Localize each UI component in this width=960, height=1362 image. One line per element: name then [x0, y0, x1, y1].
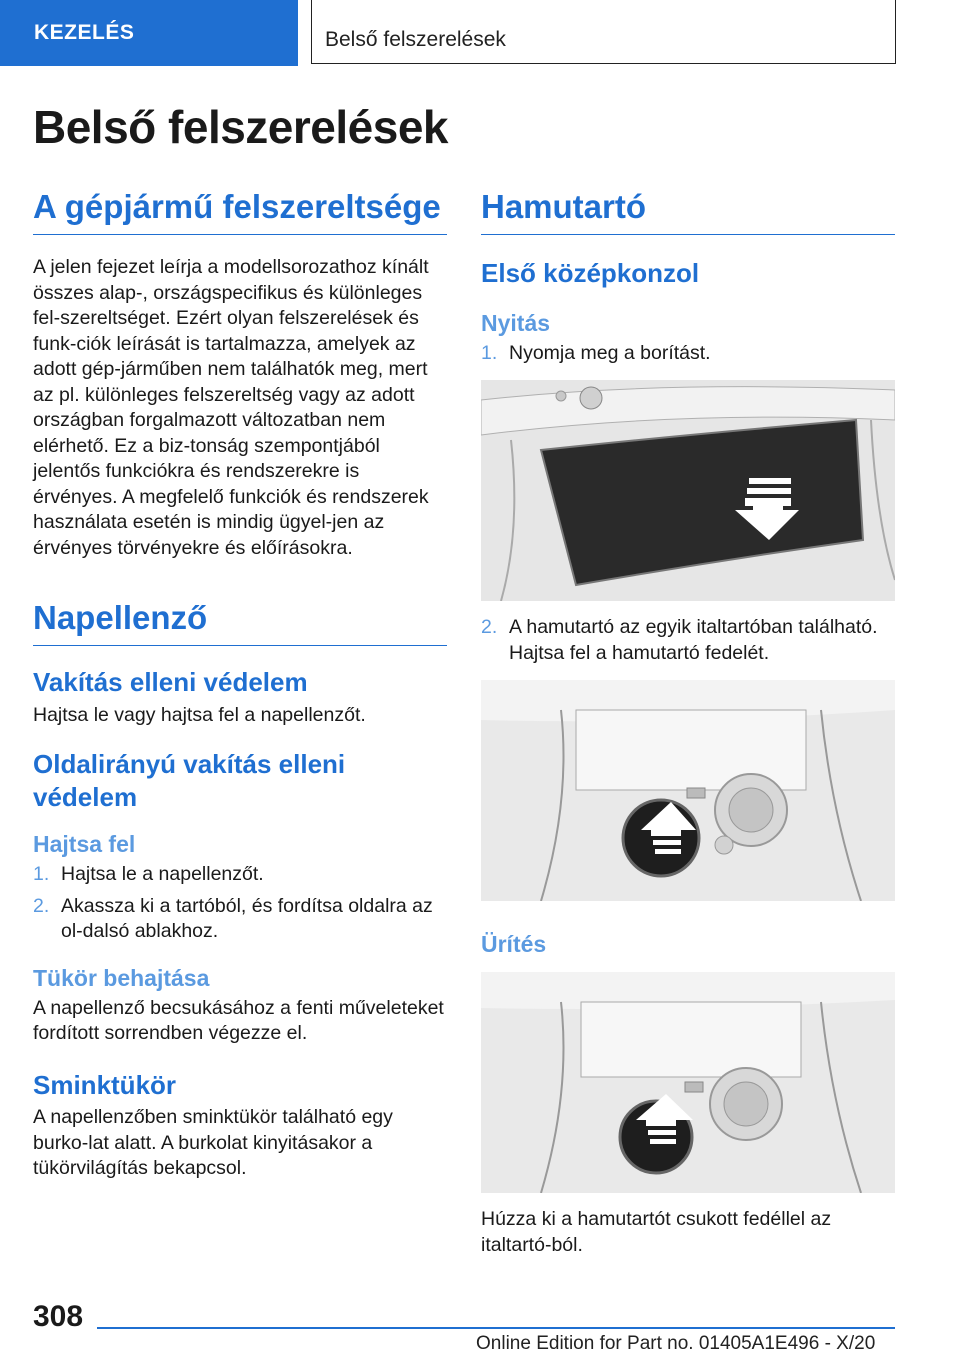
heading-sun-visor: Napellenző — [33, 599, 447, 646]
step-number: 2. — [33, 894, 50, 917]
paragraph-equipment: A jelen fejezet leírja a modellsorozathoz kínált összes alap-, országspecifikus és különleges fel-szereltséget. Ezért olyan felszerelések és funk-ciók leírását is tartalmazza, amelyek az adott gép-járműben nem találhatók meg, mert az pl. különleges felszereltség vagy az adott országban forgalmazott változatban nem elérhető. Ez a biz-tonság szempontjából jelentős funkciókra és rendszerekre is érvényes. A megfelelő funkciók és rendszerek használata esetén is mindig ügyel-jen az érvényes törvényekre és előírásokra. — [33, 256, 429, 559]
page-title: Belső felszerelések — [33, 101, 448, 153]
step-text: A hamutartó az egyik italtartóban található. Hajtsa fel a hamutartó fedelét. — [509, 616, 878, 664]
heading-equipment: A gépjármű felszereltsége — [33, 188, 447, 235]
heading-glare-protection: Vakítás elleni védelem — [33, 667, 308, 697]
step-item — [33, 862, 447, 888]
ashtray-remove-photo — [481, 972, 895, 1193]
paragraph-mirror-fold-back: A napellenző becsukásához a fenti műveleteket fordított sorrendben végezze el. — [33, 996, 444, 1044]
heading-fold-up: Hajtsa fel — [33, 831, 136, 857]
chapter-tab: KEZELÉS — [0, 0, 298, 66]
paragraph-glare-protection: Hajtsa le vagy hajtsa fel a napellenzőt. — [33, 703, 366, 726]
step-number: 1. — [481, 341, 498, 364]
heading-opening: Nyitás — [481, 309, 551, 336]
edition-note: Online Edition for Part no. 01405A1E496 - X/20 — [476, 1333, 876, 1354]
paragraph-emptying: Húzza ki a hamutartót csukott fedéllel az italtartó-ból. — [481, 1208, 832, 1256]
heading-front-console: Első középkonzol — [481, 258, 700, 288]
footer-divider — [97, 1327, 895, 1329]
step-text: Nyomja meg a borítást. — [509, 341, 711, 364]
step-item — [33, 894, 447, 945]
heading-vanity-mirror: Sminktükör — [33, 1069, 177, 1100]
paragraph-vanity-mirror: A napellenzőben sminktükör található egy burko-lat alatt. A burkolat kinyitásakor a tükörvilágítás bekapcsol. — [33, 1106, 393, 1179]
step-number: 2. — [481, 616, 498, 638]
heading-mirror-fold-back: Tükör behajtása — [33, 964, 210, 991]
step-item — [481, 615, 895, 666]
step-text: Akassza ki a tartóból, és fordítsa oldalra az ol-dalsó ablakhoz. — [61, 894, 433, 942]
page-header — [0, 0, 960, 66]
console-cover-photo — [481, 380, 895, 601]
right-column — [481, 188, 895, 1258]
heading-side-glare: Oldalirányú vakítás elleni védelem — [33, 749, 346, 812]
heading-ashtray: Hamutartó — [481, 188, 895, 235]
step-item — [481, 341, 895, 367]
section-tab: Belső felszerelések — [311, 0, 896, 64]
page-number: 308 — [33, 1300, 84, 1333]
step-text: Hajtsa le a napellenzőt. — [61, 863, 264, 885]
heading-emptying: Ürítés — [481, 931, 547, 957]
step-number: 1. — [33, 863, 50, 885]
ashtray-cupholder-photo — [481, 680, 895, 901]
left-column — [33, 188, 447, 1182]
